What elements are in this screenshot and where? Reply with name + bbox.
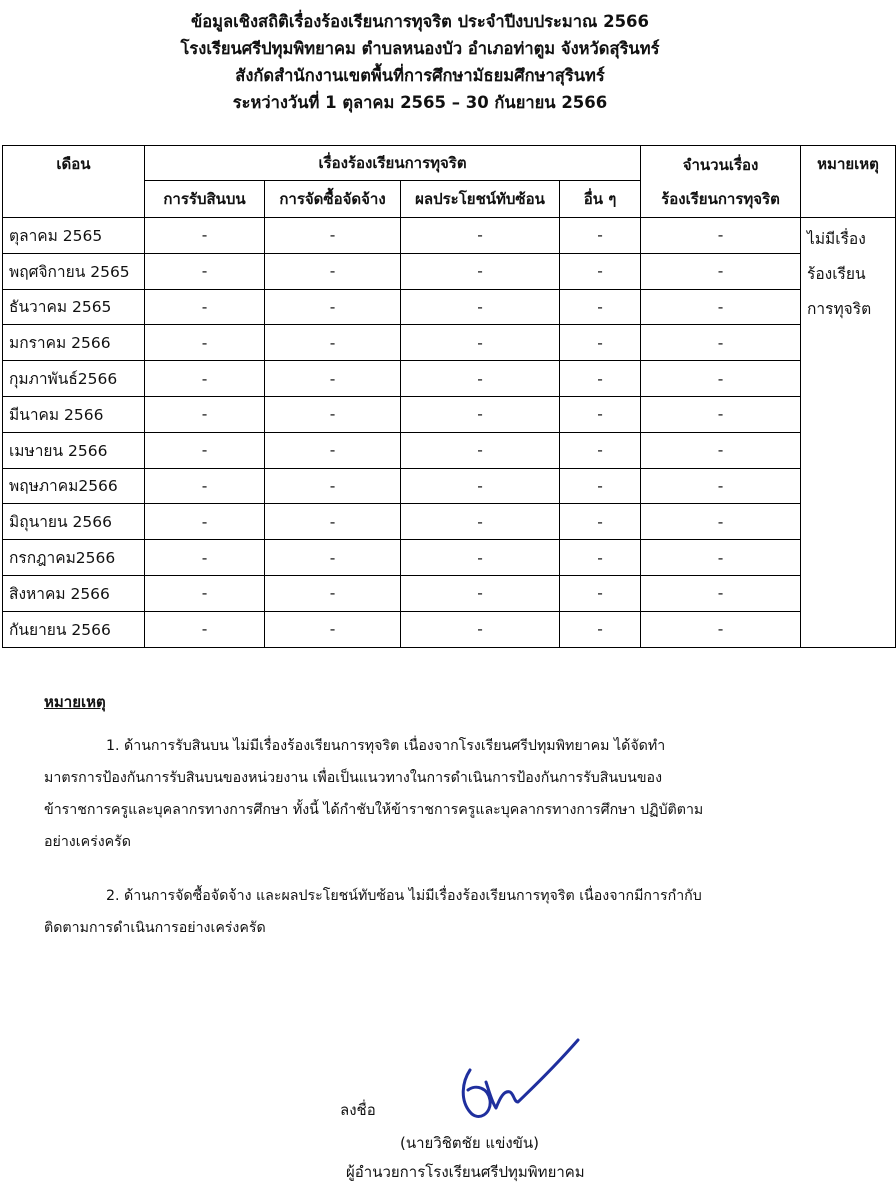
notes-title: หมายเหตุ	[44, 693, 106, 711]
column-header-remark: หมายเหตุ	[801, 146, 896, 218]
bribe-cell: -	[145, 468, 265, 504]
subheader-conflict-of-interest: ผลประโยชน์ทับซ้อน	[401, 181, 560, 218]
table-row	[3, 396, 896, 432]
other-cell: -	[560, 611, 641, 647]
remark-line: การทุจริต	[807, 300, 872, 318]
other-cell: -	[560, 575, 641, 611]
month-cell: มีนาคม 2566	[3, 396, 145, 432]
bribe-cell: -	[145, 504, 265, 540]
other-cell: -	[560, 218, 641, 254]
count-cell: -	[641, 504, 801, 540]
note-line: อย่างเคร่งครัด	[44, 834, 131, 850]
signer-position: ผู้อำนวยการโรงเรียนศรีปทุมพิทยาคม	[346, 1163, 585, 1181]
other-cell: -	[560, 540, 641, 576]
table-body	[3, 218, 896, 648]
subheader-bribe: การรับสินบน	[145, 181, 265, 218]
conflict-cell: -	[401, 611, 560, 647]
month-cell: กันยายน 2566	[3, 611, 145, 647]
procure-cell: -	[265, 504, 401, 540]
bribe-cell: -	[145, 253, 265, 289]
bribe-cell: -	[145, 432, 265, 468]
other-cell: -	[560, 253, 641, 289]
month-cell: ธันวาคม 2565	[3, 289, 145, 325]
month-cell: กรกฎาคม2566	[3, 540, 145, 576]
procure-cell: -	[265, 611, 401, 647]
count-cell: -	[641, 575, 801, 611]
remark-line: ร้องเรียน	[807, 265, 866, 283]
table-row	[3, 504, 896, 540]
conflict-cell: -	[401, 540, 560, 576]
procure-cell: -	[265, 432, 401, 468]
table-row	[3, 218, 896, 254]
bribe-cell: -	[145, 325, 265, 361]
conflict-cell: -	[401, 218, 560, 254]
subheader-procurement: การจัดซื้อจัดจ้าง	[265, 181, 401, 218]
title-line-1: ข้อมูลเชิงสถิติเรื่องร้องเรียนการทุจริต ประจำปีงบประมาณ 2566	[190, 12, 650, 31]
note-line: 1. ด้านการรับสินบน ไม่มีเรื่องร้องเรียนการทุจริต เนื่องจากโรงเรียนศรีปทุมพิทยาคม ได้จัดทำ	[106, 738, 666, 754]
procure-cell: -	[265, 361, 401, 397]
other-cell: -	[560, 396, 641, 432]
count-cell: -	[641, 253, 801, 289]
title-line-4: ระหว่างวันที่ 1 ตุลาคม 2565 – 30 กันยายน 2566	[232, 93, 608, 112]
month-cell: กุมภาพันธ์2566	[3, 361, 145, 397]
note-line: มาตรการป้องกันการรับสินบนของหน่วยงาน เพื่อเป็นแนวทางในการดำเนินการป้องกันการรับสินบนของ	[44, 770, 663, 786]
month-cell: เมษายน 2566	[3, 432, 145, 468]
table-row	[3, 289, 896, 325]
note-paragraph-1	[44, 730, 844, 858]
title-line-3: สังกัดสำนักงานเขตพื้นที่การศึกษามัธยมศึกษาสุรินทร์	[235, 66, 605, 85]
count-cell: -	[641, 611, 801, 647]
conflict-cell: -	[401, 361, 560, 397]
conflict-cell: -	[401, 253, 560, 289]
month-cell: มิถุนายน 2566	[3, 504, 145, 540]
column-header-month: เดือน	[3, 146, 145, 218]
conflict-cell: -	[401, 504, 560, 540]
other-cell: -	[560, 289, 641, 325]
procure-cell: -	[265, 218, 401, 254]
handwritten-signature	[440, 1032, 590, 1122]
table-row	[3, 611, 896, 647]
count-cell: -	[641, 289, 801, 325]
procure-cell: -	[265, 575, 401, 611]
signer-name: (นายวิชิตชัย แข่งขัน)	[400, 1134, 540, 1152]
month-cell: มกราคม 2566	[3, 325, 145, 361]
table-row	[3, 325, 896, 361]
conflict-cell: -	[401, 325, 560, 361]
count-header-line-2: ร้องเรียนการทุจริต	[661, 189, 780, 208]
document-header	[0, 8, 840, 116]
conflict-cell: -	[401, 289, 560, 325]
note-line: ติดตามการดำเนินการอย่างเคร่งครัด	[44, 920, 266, 936]
notes-section	[44, 690, 844, 944]
count-cell: -	[641, 218, 801, 254]
count-cell: -	[641, 361, 801, 397]
note-line: ข้าราชการครูและบุคลากรทางการศึกษา ทั้งนี้ ได้กำชับให้ข้าราชการครูและบุคลากรทางการศึกษา ปฏิบัติตาม	[44, 802, 704, 818]
count-cell: -	[641, 432, 801, 468]
procure-cell: -	[265, 253, 401, 289]
month-cell: พฤศจิกายน 2565	[3, 253, 145, 289]
month-cell: สิงหาคม 2566	[3, 575, 145, 611]
conflict-cell: -	[401, 432, 560, 468]
table-row	[3, 540, 896, 576]
complaint-stats-table	[2, 145, 896, 648]
procure-cell: -	[265, 540, 401, 576]
month-cell: พฤษภาคม2566	[3, 468, 145, 504]
other-cell: -	[560, 468, 641, 504]
conflict-cell: -	[401, 396, 560, 432]
table-row	[3, 432, 896, 468]
table-row	[3, 468, 896, 504]
conflict-cell: -	[401, 468, 560, 504]
table-row	[3, 575, 896, 611]
table-row	[3, 361, 896, 397]
signature-label: ลงชื่อ	[340, 1101, 376, 1119]
other-cell: -	[560, 361, 641, 397]
note-paragraph-2	[44, 880, 844, 944]
bribe-cell: -	[145, 575, 265, 611]
remark-line: ไม่มีเรื่อง	[807, 230, 866, 248]
bribe-cell: -	[145, 540, 265, 576]
procure-cell: -	[265, 396, 401, 432]
bribe-cell: -	[145, 361, 265, 397]
procure-cell: -	[265, 468, 401, 504]
note-line: 2. ด้านการจัดซื้อจัดจ้าง และผลประโยชน์ทับซ้อน ไม่มีเรื่องร้องเรียนการทุจริต เนื่องจากมีการกำกับ	[106, 888, 702, 904]
count-cell: -	[641, 325, 801, 361]
procure-cell: -	[265, 289, 401, 325]
count-cell: -	[641, 468, 801, 504]
title-line-2: โรงเรียนศรีปทุมพิทยาคม ตำบลหนองบัว อำเภอท่าตูม จังหวัดสุรินทร์	[180, 39, 660, 58]
count-cell: -	[641, 396, 801, 432]
column-header-count	[641, 146, 801, 218]
other-cell: -	[560, 325, 641, 361]
other-cell: -	[560, 432, 641, 468]
month-cell: ตุลาคม 2565	[3, 218, 145, 254]
subheader-other: อื่น ๆ	[560, 181, 641, 218]
bribe-cell: -	[145, 289, 265, 325]
bribe-cell: -	[145, 396, 265, 432]
procure-cell: -	[265, 325, 401, 361]
count-header-line-1: จำนวนเรื่อง	[682, 155, 759, 174]
table-row	[3, 253, 896, 289]
column-header-complaints: เรื่องร้องเรียนการทุจริต	[145, 146, 641, 181]
count-cell: -	[641, 540, 801, 576]
conflict-cell: -	[401, 575, 560, 611]
other-cell: -	[560, 504, 641, 540]
bribe-cell: -	[145, 218, 265, 254]
remark-cell	[801, 218, 896, 648]
bribe-cell: -	[145, 611, 265, 647]
